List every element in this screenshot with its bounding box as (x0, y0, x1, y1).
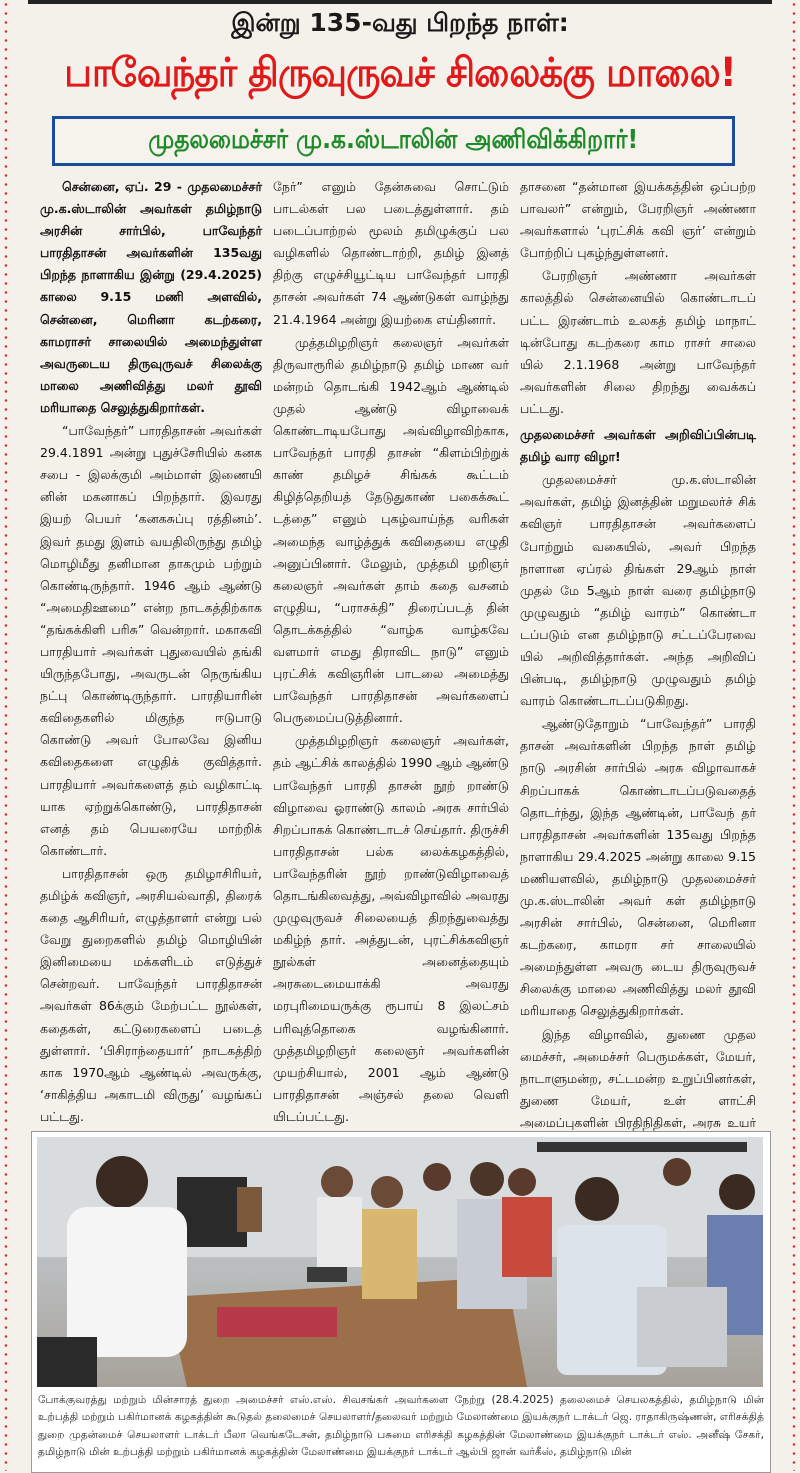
lead-paragraph (40, 176, 262, 419)
paragraph: இந்த விழாவில், துணை முதல மைச்சர், அமைச்சர் பெருமக்கள், மேயர், நாடாளுமன்ற, சட்டமன்ற உறுப்பினர்கள், துணை மேயர், உள் ளாட்சி அமைப்புகளின் பிரதிநிதிகள், அரசு உயர் (520, 1026, 756, 1130)
paragraph: முதலமைச்சர் மு.க.ஸ்டாலின் அவர்கள், தமிழ் இனத்தின் மறுமலர்ச் சிக் கவிஞர் பாரதிதாசன் அவர்களைப் போற்றும் வகையில், அவர் பிறந்த நாளான ஏப்ரல் திங்கள் 29ஆம் நாள் முதல் மே 5ஆம் நாள் வரை தமிழ்நாடு முழுவதும் “தமிழ் வாரம்” கொண்டா டப்படும் என தமிழ்நாடு சட்டப்பேரவை யில் அறிவித்தார்கள். அந்த அறிவிப் பின்படி, தமிழ்நாடு முழுவதும் தமிழ் வாரம் கொண்டாடப்படுகிறது. (520, 472, 756, 709)
photo-frame (31, 1131, 771, 1473)
article-column-2 (273, 176, 509, 1173)
paragraph: தாசனை “தன்மான இயக்கத்தின் ஒப்பற்ற பாவலர்” என்றும், பேரறிஞர் அண்ணா அவர்களால் ‘புரட்சிக் கவி ஞர்’ என்றும் போற்றிப் புகழ்ந்துள்ளனர். (520, 179, 756, 261)
article-column-3 (520, 176, 756, 1178)
paragraph: பாரதிதாசன் ஒரு தமிழாசிரியர், தமிழ்க் கவிஞர், அரசியல்வாதி, திரைக் கதை ஆசிரியர், எழுத்தாளர் என்று பல் வேறு துறைகளில் தமிழ் மொழியின் இனிமையை மக்களிடம் எடுத்துச் சென்றவர். பாவேந்தர் பாரதிதாசன் அவர்கள் 86க்கும் மேற்பட்ட நூல்கள், கதைகள், கட்டுரைகளைப் படைத் துள்ளார். ‘பிசிராந்தையார்’ நாடகத்திற் காக 1970ஆம் ஆண்டில் அவருக்கு, ‘சாகித்திய அகாடமி விருது’ வழங்கப் பட்டது. (40, 865, 262, 1124)
paragraph: ஆண்டுதோறும் “பாவேந்தர்” பாரதி தாசன் அவர்களின் பிறந்த நாள் தமிழ் நாடு அரசின் சார்பில் அரசு விழாவாகச் சிறப்பாகக் கொண்டாடப்படுவதைத் தொடர்ந்து, இந்த ஆண்டின், பாவேந் தர் பாரதிதாசன் அவர்களின் 135வது பிறந்த நாளாகிய 29.4.2025 அன்று காலை 9.15 மணியளவில், தமிழ்நாடு முதலமைச்சர் மு.க.ஸ்டாலின் அவர் கள் தமிழ்நாடு அரசின் சார்பில், சென்னை, மெரினா கடற்கரை, காமரா சர் சாலையில் அமைந்துள்ள அவரு டைய திருவுருவச் சிலைக்கு மாலை அணிவித்து மலர் தூவி மரியாதை செலுத்துகிறார்கள். (520, 716, 756, 1019)
section-subheading: முதலமைச்சர் அவர்கள் அறிவிப்பின்படி தமிழ் வார விழா! (520, 427, 756, 465)
kicker-headline: இன்று 135-வது பிறந்த நாள்: (231, 8, 569, 37)
dateline: சென்னை, ஏப். 29 - (62, 179, 182, 194)
photo-caption: போக்குவரத்து மற்றும் மின்சாரத் துறை அமைச்சர் எஸ்.எஸ். சிவசங்கர் அவர்களை நேற்று (28.4.2025) தலைமைச் செயலகத்தில், தமிழ்நாடு மின் உற்பத்தி மற்றும் பகிர்மானக் கழகத்தின் கூடுதல் தலைமைச் செயலாளர்/தலைவர் மற்றும் மேலாண்மை இயக்குநர் டாக்டர் ஜெ. ராதாகிருஷ்ணன், எரிசக்தித் துறை முதன்மைச் செயலாளர் டாக்டர் பீலா வெங்கடேசன், தமிழ்நாடு பசுமை எரிசக்தி கழகத்தின் மேலாண்மை இயக்குநர் டாக்டர் எஸ். அனீஷ் சேகர், தமிழ்நாடு மின் உற்பத்தி மற்றும் பகிர்மானக் கழகத்தின் மேலாண்மை இயக்குநர் டாக்டர் ஆல்பி ஜான் வர்கீஸ், தமிழ்நாடு மின் (38, 1394, 764, 1458)
paragraph: முத்தமிழறிஞர் கலைஞர் அவர்கள், தம் ஆட்சிக் காலத்தில் 1990 ஆம் ஆண்டு பாவேந்தர் பாரதி தாசன் நூற் றாண்டு விழாவை ஓராண்டு காலம் அரசு சார்பில் சிறப்பாகக் கொண்டாடச் செய்தார். திருச்சி பாரதிதாசன் பல்க லைக்கழகத்தில், பாவேந்தரின் நூற் றாண்டுவிழாவைத் தொடங்கிவைத்து, அவ்விழாவில் அவரது முழுவுருவச் சிலையைத் திறந்துவைத்து மகிழ்ந் தார். அத்துடன், புரட்சிக்கவிஞர் நூல்கள் அனைத்தையும் அரசுடைமையாக்கி அவரது மரபுரிமையருக்கு ரூபாய் 8 இலட்சம் பரிவுத்தொகை வழங்கினார். முத்தமிழறிஞர் கலைஞர் அவர்களின் முயற்சியால், 2001 ஆம் ஆண்டு பாரதிதாசன் அஞ்சல் தலை வெளி யிடப்பட்டது. (273, 733, 509, 1124)
left-dotted-border (2, 0, 10, 1471)
paragraph: பேரறிஞர் அண்ணா அவர்கள் காலத்தில் சென்னையில் கொண்டாடப் பட்ட இரண்டாம் உலகத் தமிழ் மாநாட் டின்போது கடற்கரை காம ராசர் சாலை யில் 2.1.1968 அன்று பாவேந்தர் அவர்களின் சிலை திறந்து வைக்கப் பட்டது. (520, 268, 756, 416)
lead-text: முதலமைச்சர் மு.க.ஸ்டாலின் அவர்கள் தமிழ்நாடு அரசின் சார்பில், பாவேந்தர் பாரதிதாசன் அவர்களின் 135வது பிறந்த நாளாகிய இன்று (29.4.2025) காலை 9.15 மணி அளவில், சென்னை, மெரினா கடற்கரை, காமராசர் சாலையில் அமைந்துள்ள அவருடைய திருவுருவச் சிலைக்கு மாலை அணிவித்து மலர் தூவி மரியாதை செலுத்துகிறார்கள். (40, 179, 262, 415)
right-dotted-border (790, 0, 798, 1471)
meeting-photo (37, 1137, 763, 1387)
subheadline: முதலமைச்சர் மு.க.ஸ்டாலின் அணிவிக்கிறார்! (148, 124, 639, 155)
subheadline-box (52, 116, 735, 166)
meeting-photo-illustration (37, 1137, 763, 1387)
paragraph: “பாவேந்தர்” பாரதிதாசன் அவர்கள் 29.4.1891 அன்று புதுச்சேரியில் கனக சபை - இலக்குமி அம்மாள் இணையி னின் மகனாகப் பிறந்தார். இவரது இயற் பெயர் ‘கனகசுப்பு ரத்தினம்’. இவர் தமது இளம் வயதிலிருந்து தமிழ் மொழிமீது தனிமான தாகமும் பற்றும் கொண்டிருந்தார். 1946 ஆம் ஆண்டு “அமைதிஊமை” என்ற நாடகத்திற்காக “தங்கக்கிளி பரிசு” வென்றார். மகாகவி பாரதியார் அவர்கள் புதுவையில் தங்கி யிருந்தபோது, அவருடன் நெருங்கிய நட்பு கொண்டிருந்தார். பாரதியாரின் கவிதைகளில் மிகுந்த ஈடுபாடு கொண்டு அவர் போலவே இனிய கவிதைகளை எழுதிக் குவித்தார். பாரதியார் அவர்களைத் தம் வழிகாட்டி யாக ஏற்றுக்கொண்டு, பாரதிதாசன் எனத் தம் பெயரையே மாற்றிக் கொண்டார். (40, 423, 262, 858)
article-column-1 (40, 176, 262, 1217)
paragraph: நேர்” எனும் தேன்சுவை சொட்டும் பாடல்கள் பல படைத்துள்ளார். தம் படைப்பாற்றல் மூலம் தமிழுக்குப் பல வழிகளில் தொண்டாற்றி, தமிழ் இனத் திற்கு எழுச்சியூட்டிய பாவேந்தர் பாரதி தாசன் அவர்கள் 74 ஆண்டுகள் வாழ்ந்து 21.4.1964 அன்று இயற்கை எய்தினார். (273, 179, 509, 327)
top-rule (28, 0, 772, 4)
main-headline: பாவேந்தர் திருவுருவச் சிலைக்கு மாலை! (64, 50, 736, 96)
paragraph: முத்தமிழறிஞர் கலைஞர் அவர்கள் திருவாரூரில் தமிழ்நாடு தமிழ் மாண வர் மன்றம் தொடங்கி 1942ஆம் ஆண்டில் முதல் ஆண்டு விழாவைக் கொண்டாடியபோது அவ்விழாவிற்காக, பாவேந்தர் பாரதி தாசன் “கிளம்பிற்றுக் காண் தமிழச் சிங்கக் கூட்டம் கிழித்தெறியத் தேடுதுகாண் பகைக்கூட் டத்தை” எனும் புகழ்வாய்ந்த வரிகள் அமைந்த வாழ்த்துக் கவிதையை எழுதி அனுப்பினார். மேலும், முத்தமி ழறிஞர் கலைஞர் அவர்கள் தாம் கதை வசனம் எழுதிய, “பராசக்தி” திரைப்படத் தின் தொடக்கத்தில் “வாழ்க வாழ்கவே வளமார் எமது திராவிட நாடு” எனும் புரட்சிக் கவிஞரின் பாடலை அமைத்து பாவேந்தர் பாரதிதாசன் அவர்களைப் பெருமைப்படுத்தினார். (273, 334, 509, 726)
